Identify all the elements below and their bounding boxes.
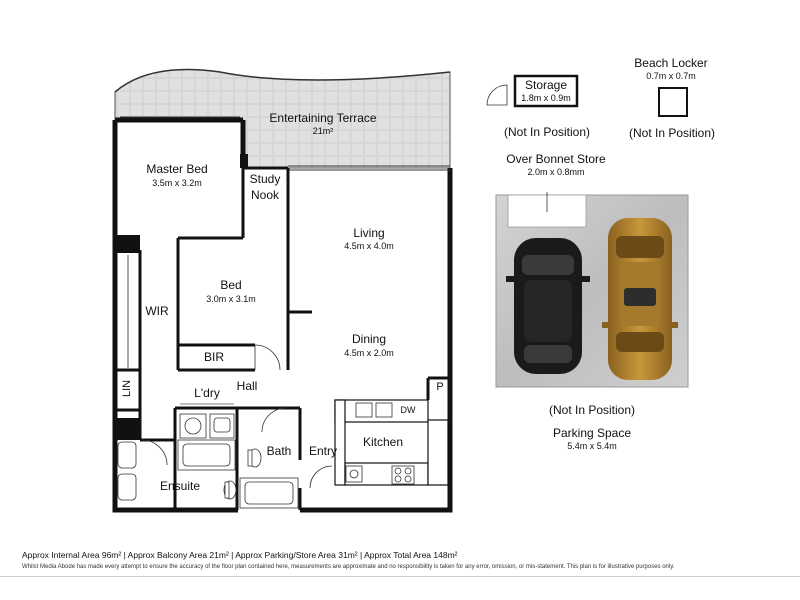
dining-label: Dining [351, 332, 387, 346]
laundry-label: L'dry [194, 386, 220, 400]
footer-divider [0, 576, 800, 577]
beach-locker-note: (Not In Position) [628, 126, 716, 140]
bonnet-store-label: Over Bonnet Store [506, 152, 606, 166]
terrace-label: Entertaining Terrace [269, 111, 377, 125]
parking-note: (Not In Position) [548, 403, 636, 417]
black-car [506, 238, 590, 374]
lin-column [115, 418, 140, 440]
living-dim: 4.5m x 4.0m [344, 241, 394, 251]
lin-label: LIN [121, 379, 133, 397]
dining-dim: 4.5m x 2.0m [344, 348, 394, 358]
ensuite-label: Ensuite [159, 479, 201, 493]
interior-walls [115, 168, 450, 510]
dishwasher-label: DW [400, 405, 416, 415]
wir-label: WIR [145, 304, 169, 318]
bathroom-fixtures [118, 414, 298, 508]
study-column [240, 154, 248, 168]
area-summary: Approx Internal Area 96m² | Approx Balcony Area 21m² | Approx Parking/Store Area 31m² | Approx Total Area 148m² [22, 550, 458, 560]
bir-label: BIR [203, 350, 225, 364]
hall-label: Hall [236, 379, 258, 393]
parking-dim: 5.4m x 5.4m [567, 441, 617, 451]
beach-locker-dim: 0.7m x 0.7m [646, 71, 696, 81]
bed-dim: 3.0m x 3.1m [206, 294, 256, 304]
master-bed-label: Master Bed [146, 162, 208, 176]
disclaimer: Whilst Media Abode has made every attempt to ensure the accuracy of the floor plan contained here, measurements are approximate and no responsibility is taken for any error, omission, or mis-statement. This plan is for illustrative purposes only. [22, 564, 675, 570]
study-label-line2: Nook [250, 188, 280, 202]
beach-locker-label: Beach Locker [634, 56, 708, 70]
master-bed-dim: 3.5m x 3.2m [152, 178, 202, 188]
terrace-area-text: 21m² [312, 126, 334, 136]
storage-label: Storage [524, 78, 568, 92]
storage-note: (Not In Position) [503, 125, 591, 139]
entry-label: Entry [308, 444, 338, 458]
bath-label: Bath [266, 444, 292, 458]
bonnet-store-dim: 2.0m x 0.8mm [527, 167, 585, 177]
pantry-label: P [436, 381, 444, 393]
kitchen-label: Kitchen [362, 435, 404, 449]
bed-label: Bed [220, 278, 242, 292]
wir-column [115, 235, 140, 253]
parking-label: Parking Space [552, 426, 632, 440]
living-label: Living [353, 226, 385, 240]
storage-dim: 1.8m x 0.9m [521, 93, 571, 103]
beach-locker-box [659, 88, 687, 116]
study-label-line1: Study [249, 172, 281, 186]
gold-car [602, 218, 678, 380]
